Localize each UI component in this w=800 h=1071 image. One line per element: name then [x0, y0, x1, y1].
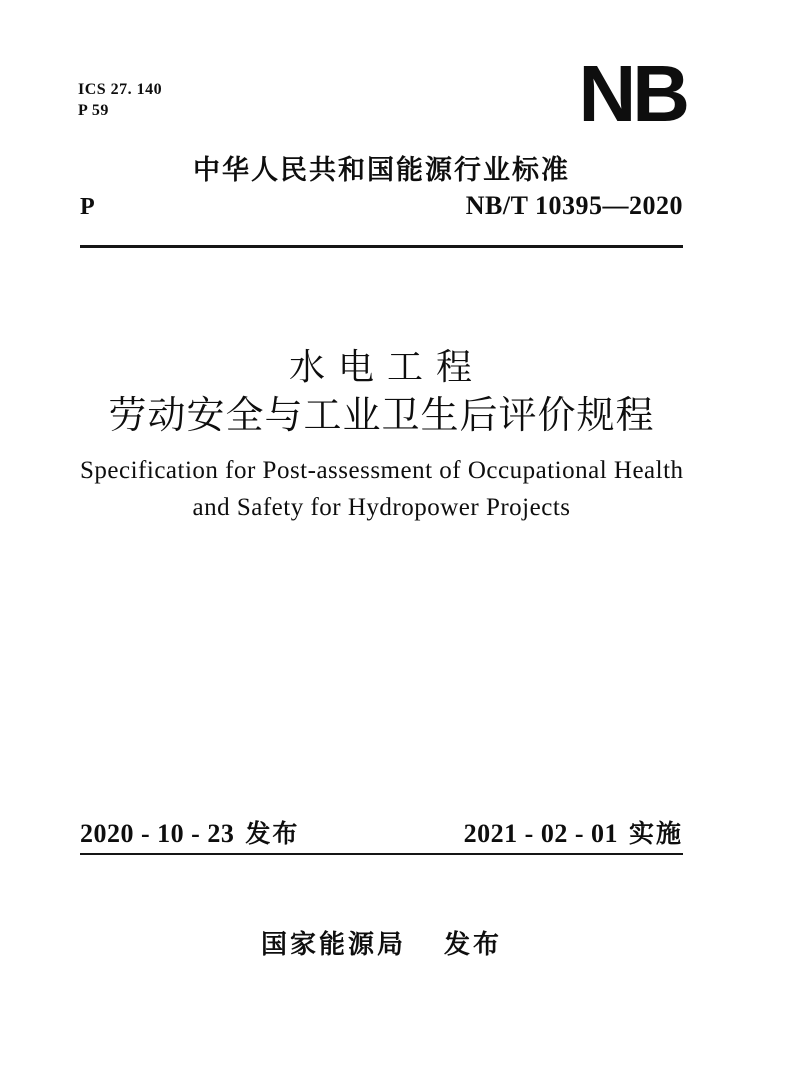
main-title-block — [80, 346, 683, 438]
publisher-action: 发布 — [444, 929, 503, 959]
category-letter: P — [80, 194, 95, 220]
title-zh-line1: 水 电 工 程 — [288, 347, 474, 387]
classification-code: P 59 — [78, 102, 109, 119]
top-divider — [80, 245, 683, 248]
issue-date-group — [80, 814, 299, 850]
implement-date: 2021 - 02 - 01 — [463, 819, 618, 848]
standard-number-row — [80, 191, 683, 221]
ics-code: ICS 27. 140 — [78, 81, 163, 98]
ics-block — [78, 79, 162, 121]
implement-label: 实施 — [628, 820, 683, 848]
implement-date-group — [464, 814, 683, 850]
dates-row — [80, 814, 683, 850]
issue-date: 2020 - 10 - 23 — [80, 819, 235, 848]
publisher-name: 国家能源局 — [260, 929, 406, 959]
title-en-line2: and Safety for Hydropower Projects — [192, 494, 571, 521]
bottom-divider — [80, 853, 683, 855]
title-en-line1: Specification for Post-assessment of Occupational Health — [80, 457, 684, 484]
title-zh-line2: 劳动安全与工业卫生后评价规程 — [108, 395, 655, 437]
english-title-block — [80, 452, 683, 526]
nb-logo: NB — [578, 49, 686, 138]
standard-category-title: 中华人民共和国能源行业标准 — [193, 155, 570, 185]
issue-label: 发布 — [245, 820, 300, 848]
standard-number: NB/T 10395—2020 — [465, 191, 683, 220]
publisher-row — [80, 924, 683, 961]
